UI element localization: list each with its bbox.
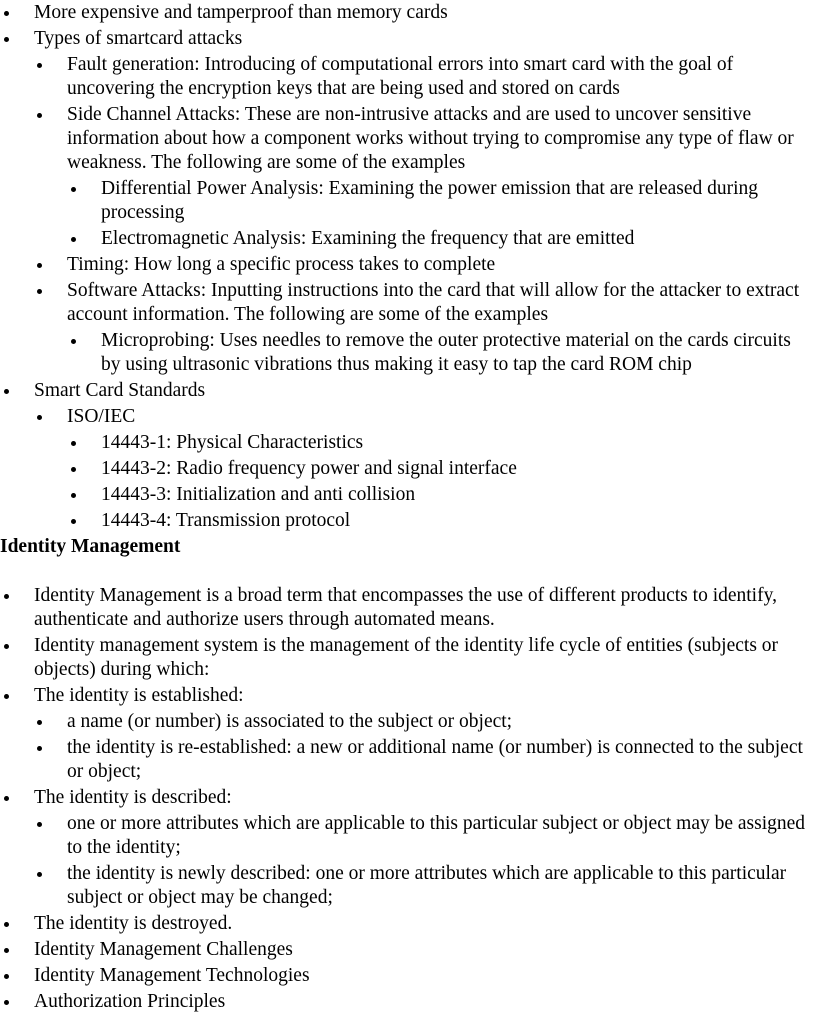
list-item: Electromagnetic Analysis: Examining the frequency that are emitted xyxy=(0,227,816,251)
bullet-icon xyxy=(4,37,9,42)
list-item: Authorization Principles xyxy=(0,990,816,1014)
bullet-icon xyxy=(71,441,76,446)
list-item: The identity is destroyed. xyxy=(0,912,816,936)
bullet-icon xyxy=(71,519,76,524)
list-item: Timing: How long a specific process takes to complete xyxy=(0,253,816,277)
bullet-icon xyxy=(4,389,9,394)
bullet-icon xyxy=(71,493,76,498)
list-item: Microprobing: Uses needles to remove the outer protective material on the cards circuits by using ultrasonic vibrations thus making it easy to tap the card ROM chip xyxy=(0,329,816,377)
bullet-icon xyxy=(37,415,42,420)
bullet-icon xyxy=(4,796,9,801)
bullet-icon xyxy=(4,974,9,979)
bullet-icon xyxy=(37,289,42,294)
bullet-icon xyxy=(37,63,42,68)
list-item: 14443-3: Initialization and anti collision xyxy=(0,483,816,507)
list-item: Differential Power Analysis: Examining the power emission that are released during processing xyxy=(0,177,816,225)
list-item: one or more attributes which are applicable to this particular subject or object may be assigned to the identity; xyxy=(0,812,816,860)
list-item: More expensive and tamperproof than memory cards xyxy=(0,1,816,25)
list-item: Identity management system is the management of the identity life cycle of entities (subjects or objects) during which: xyxy=(0,634,816,682)
bullet-icon xyxy=(37,746,42,751)
section-heading: Identity Management xyxy=(0,536,181,557)
bullet-icon xyxy=(37,263,42,268)
list-item: The identity is established: xyxy=(0,684,816,708)
bullet-icon xyxy=(4,1000,9,1005)
bullet-icon xyxy=(4,644,9,649)
bullet-icon xyxy=(37,113,42,118)
bullet-icon xyxy=(37,720,42,725)
list-item: 14443-4: Transmission protocol xyxy=(0,509,816,533)
bullet-icon xyxy=(71,187,76,192)
identity-management-bullet-list xyxy=(0,584,816,1014)
list-item: Fault generation: Introducing of computational errors into smart card with the goal of uncovering the encryption keys that are being used and stored on cards xyxy=(0,53,816,101)
list-item: Side Channel Attacks: These are non-intrusive attacks and are used to uncover sensitive information about how a component works without trying to compromise any type of flaw or weakness. The following are some of the examples xyxy=(0,103,816,175)
bullet-icon xyxy=(4,594,9,599)
list-item: Identity Management Challenges xyxy=(0,938,816,962)
list-item: Smart Card Standards xyxy=(0,379,816,403)
bullet-icon xyxy=(4,11,9,16)
list-item: Identity Management Technologies xyxy=(0,964,816,988)
list-item: ISO/IEC xyxy=(0,405,816,429)
bullet-icon xyxy=(37,872,42,877)
list-item: Types of smartcard attacks xyxy=(0,27,816,51)
bullet-icon xyxy=(37,822,42,827)
bullet-icon xyxy=(4,948,9,953)
bullet-icon xyxy=(71,339,76,344)
bullet-icon xyxy=(71,467,76,472)
list-item: the identity is newly described: one or more attributes which are applicable to this particular subject or object may be changed; xyxy=(0,862,816,910)
bullet-icon xyxy=(71,237,76,242)
list-item: the identity is re-established: a new or additional name (or number) is connected to the subject or object; xyxy=(0,736,816,784)
list-item: a name (or number) is associated to the subject or object; xyxy=(0,710,816,734)
list-item: 14443-2: Radio frequency power and signal interface xyxy=(0,457,816,481)
list-item: Software Attacks: Inputting instructions into the card that will allow for the attacker to extract account information. The following are some of the examples xyxy=(0,279,816,327)
bullet-icon xyxy=(4,694,9,699)
list-item: The identity is described: xyxy=(0,786,816,810)
list-item: 14443-1: Physical Characteristics xyxy=(0,431,816,455)
bullet-icon xyxy=(4,922,9,927)
list-item: Identity Management is a broad term that encompasses the use of different products to identify, authenticate and authorize users through automated means. xyxy=(0,584,816,632)
